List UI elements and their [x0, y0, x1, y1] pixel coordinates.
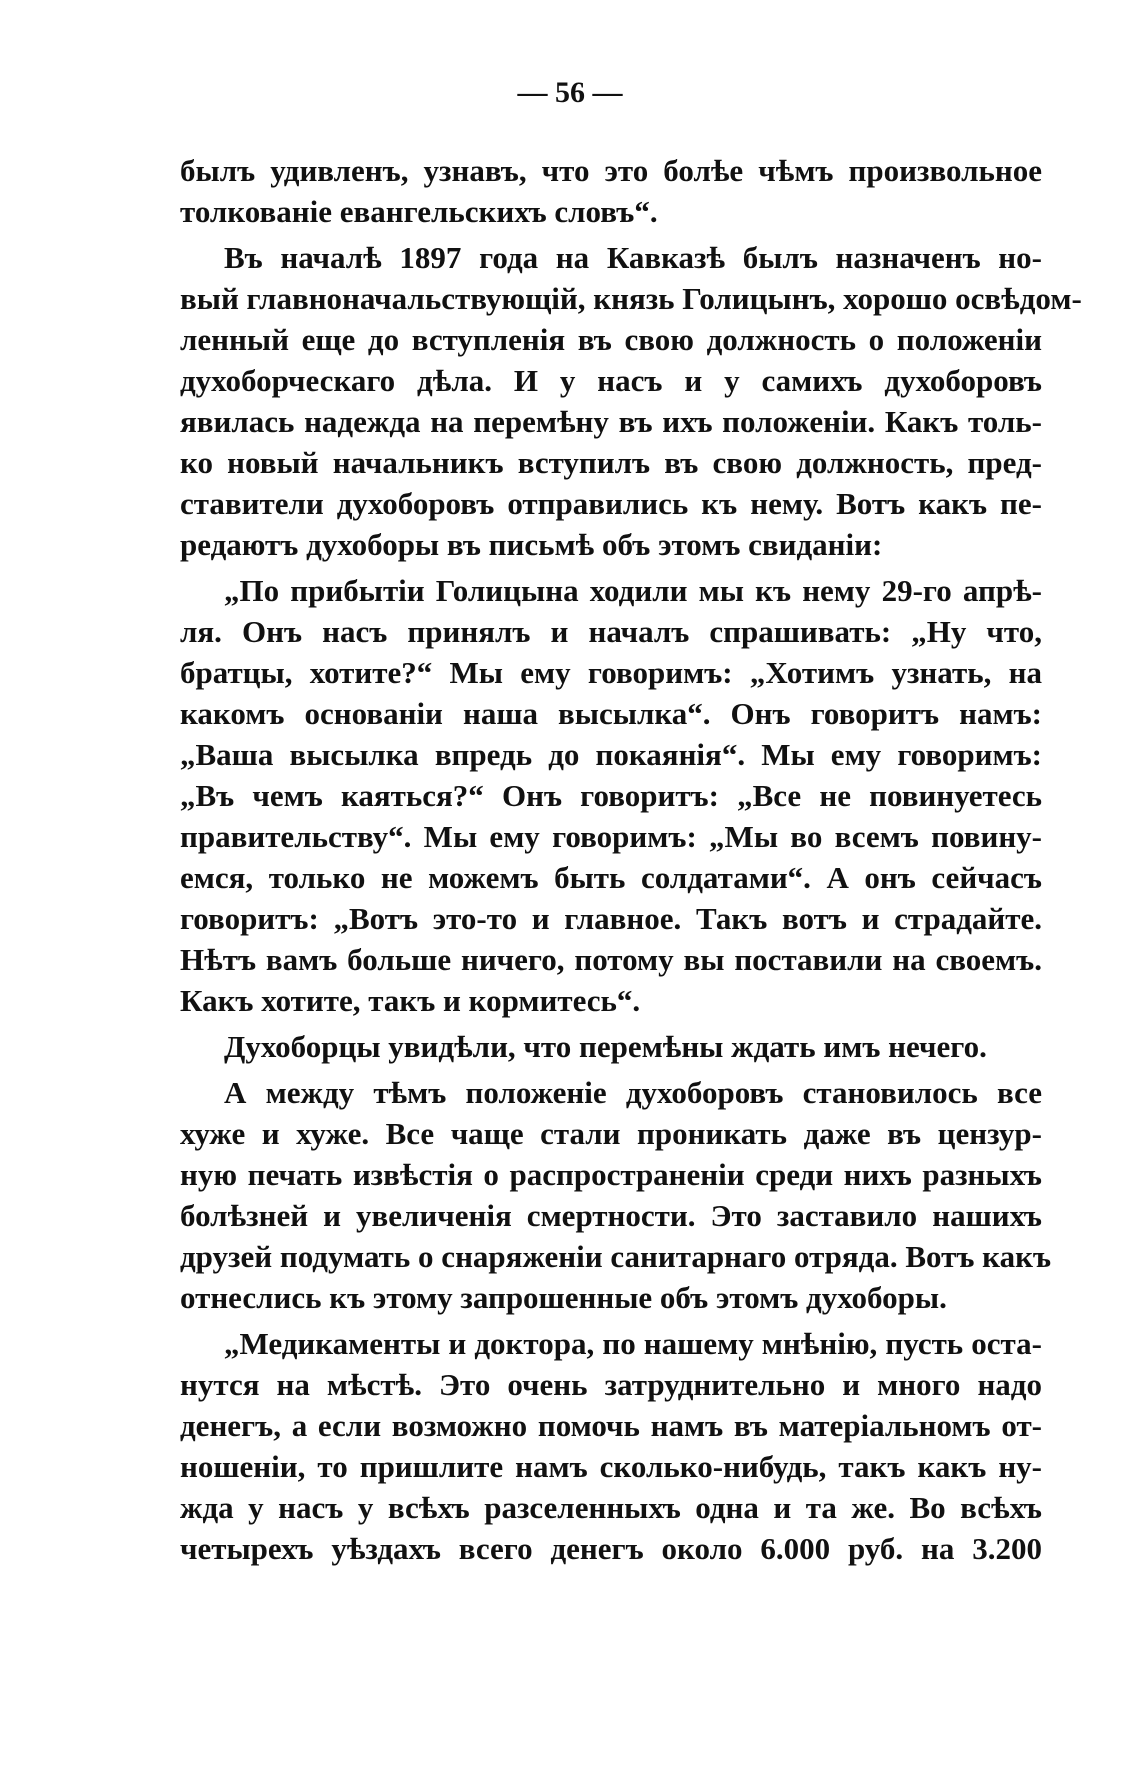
- text-line: нутся на мѣстѣ. Это очень затруднительно и много надо: [180, 1367, 1042, 1402]
- text-line: толкованіе евангельскихъ словъ“.: [180, 194, 658, 229]
- text-line: жда у насъ у всѣхъ разселенныхъ одна и та же. Во всѣхъ: [180, 1490, 1042, 1525]
- text-line: друзей подумать о снаряженіи санитарнаго отряда. Вотъ какъ: [180, 1239, 1052, 1274]
- text-line: духоборческаго дѣла. И у насъ и у самихъ духоборовъ: [180, 363, 1042, 398]
- text-line: денегъ, а если возможно помочь намъ въ матеріальномъ от-: [180, 1408, 1042, 1443]
- text-line: какомъ основаніи наша высылка“. Онъ говоритъ намъ:: [180, 696, 1042, 731]
- text-line: ля. Онъ насъ принялъ и началъ спрашивать: „Ну что,: [180, 614, 1042, 649]
- text-line: братцы, хотите?“ Мы ему говоримъ: „Хотимъ узнать, на: [180, 655, 1042, 690]
- text-line: отнеслись къ этому запрошенные объ этомъ духоборы.: [180, 1280, 947, 1315]
- text-line: Въ началѣ 1897 года на Кавказѣ былъ назначенъ но-: [224, 240, 1042, 275]
- text-line: явилась надежда на перемѣну въ ихъ положеніи. Какъ толь-: [180, 404, 1042, 439]
- text-line: Духоборцы увидѣли, что перемѣны ждать имъ нечего.: [224, 1029, 987, 1064]
- body-text: [180, 150, 1082, 1574]
- text-line: ную печать извѣстія о распространеніи среди нихъ разныхъ: [180, 1157, 1042, 1192]
- text-line: былъ удивленъ, узнавъ, что это болѣе чѣмъ произвольное: [180, 153, 1042, 188]
- text-line: болѣзней и увеличенія смертности. Это заставило нашихъ: [180, 1198, 1042, 1233]
- text-line: емся, только не можемъ быть солдатами“. А онъ сейчасъ: [180, 860, 1042, 895]
- text-line: правительству“. Мы ему говоримъ: „Мы во всемъ повину-: [180, 819, 1042, 854]
- text-line: А между тѣмъ положеніе духоборовъ становилось все: [224, 1075, 1042, 1110]
- text-line: ленный еще до вступленія въ свою должность о положеніи: [180, 322, 1042, 357]
- text-line: хуже и хуже. Все чаще стали проникать даже въ цензур-: [180, 1116, 1042, 1151]
- text-line: Нѣтъ вамъ больше ничего, потому вы поставили на своемъ.: [180, 942, 1042, 977]
- paragraph: [180, 150, 1042, 232]
- text-line: ко новый начальникъ вступилъ въ свою должность, пред-: [180, 445, 1042, 480]
- paragraph: [180, 237, 1082, 565]
- text-line: редаютъ духоборы въ письмѣ объ этомъ свиданіи:: [180, 527, 883, 562]
- text-line: ношеніи, то пришлите намъ сколько-нибудь, такъ какъ ну-: [180, 1449, 1042, 1484]
- text-line: вый главноначальствующій, князь Голицынъ, хорошо освѣдом-: [180, 281, 1082, 316]
- text-line: „По прибытіи Голицына ходили мы къ нему 29-го апрѣ-: [224, 573, 1042, 608]
- paragraph: [180, 1323, 1042, 1569]
- paragraph: [180, 570, 1042, 1021]
- page-number: — 56 —: [517, 76, 623, 109]
- text-line: „Ваша высылка впредь до покаянія“. Мы ему говоримъ:: [180, 737, 1042, 772]
- paragraph: [180, 1072, 1052, 1318]
- text-line: „Въ чемъ каяться?“ Онъ говоритъ: „Все не повинуетесь: [180, 778, 1042, 813]
- text-line: четырехъ уѣздахъ всего денегъ около 6.000 руб. на 3.200: [180, 1531, 1042, 1566]
- text-line: говоритъ: „Вотъ это-то и главное. Такъ вотъ и страдайте.: [180, 901, 1042, 936]
- text-line: ставители духоборовъ отправились къ нему. Вотъ какъ пе-: [180, 486, 1042, 521]
- paragraph: [180, 1026, 1042, 1067]
- text-line: Какъ хотите, такъ и кормитесь“.: [180, 983, 641, 1018]
- text-line: „Медикаменты и доктора, по нашему мнѣнію, пусть оста-: [224, 1326, 1042, 1361]
